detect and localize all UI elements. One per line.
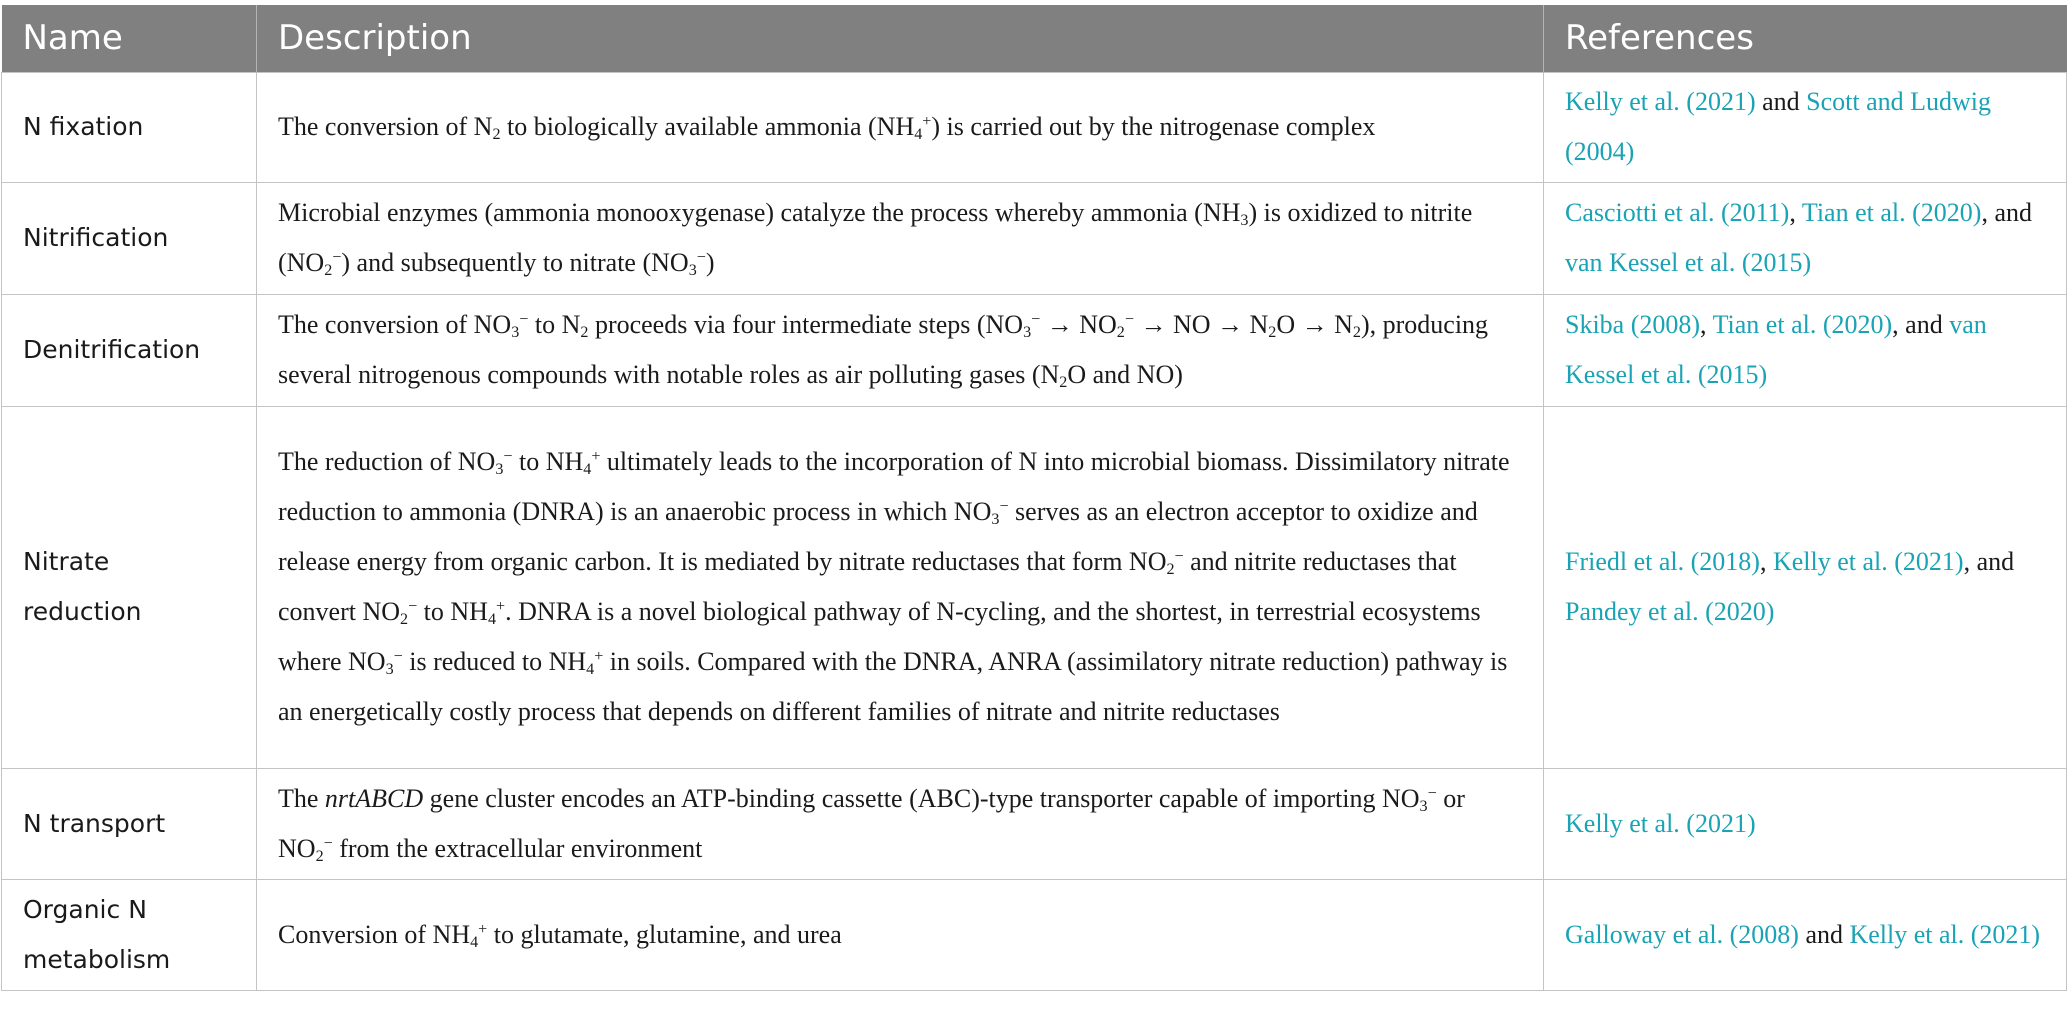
- subscript: 2: [1116, 324, 1125, 342]
- superscript: −: [393, 648, 403, 666]
- subscript: 2: [315, 847, 324, 865]
- row-references: Galloway et al. (2008) and Kelly et al. (2021): [1544, 879, 2067, 990]
- subscript: 4: [914, 126, 923, 144]
- subscript: 3: [1023, 324, 1032, 342]
- row-description: The conversion of $NO_3^-$ to $N_2$ proceeds via four intermediate steps ($NO_3^- \to NO_2^-$ → NO → $N_2O \to N_2$), producing several nitrogenous compounds with notable roles as air polluting gases ($N_2O$ and NO): [257, 294, 1544, 406]
- table-body: [2, 72, 2067, 990]
- superscript: +: [594, 648, 604, 666]
- reference-link[interactable]: Tian et al. (2020): [1801, 198, 1982, 227]
- superscript: +: [591, 448, 601, 466]
- superscript: −: [503, 448, 513, 466]
- row-description: The reduction of $NO_3^-$ to $NH_4^+$ ultimately leads to the incorporation of N into microbial biomass. Dissimilatory nitrate reduction to ammonia (DNRA) is an anaerobic process in which $NO_3^-$ serves as an electron acceptor to oxidize and release energy from organic carbon. It is mediated by nitrate reductases that form $NO_2^-$ and nitrite reductases that convert $NO_2^-$ to $NH_4^+$. DNRA is a novel biological pathway of N-cycling, and the shortest, in terrestrial ecosystems where $NO_3^-$ is reduced to $NH_4^+$ in soils. Compared with the DNRA, ANRA (assimilatory nitrate reduction) pathway is an energetically costly process that depends on different families of nitrate and nitrite reductases: [257, 406, 1544, 768]
- gene-name: nrtABCD: [324, 783, 424, 813]
- row-name: N fixation: [2, 72, 257, 182]
- row-description: Microbial enzymes (ammonia monooxygenase) catalyze the process whereby ammonia $(NH_3)$ is oxidized to nitrite $(NO_2^-)$ and subsequently to nitrate $(NO_3^-)$: [257, 182, 1544, 294]
- subscript: 3: [511, 324, 520, 342]
- nitrogen-processes-table: [1, 5, 2067, 991]
- reference-link[interactable]: Kelly et al. (2021): [1565, 87, 1756, 116]
- header-references: References: [1544, 5, 2067, 72]
- row-name: N transport: [2, 768, 257, 879]
- table-row: [2, 879, 2067, 990]
- row-description: Conversion of $NH_4^+$ to glutamate, glutamine, and urea: [257, 879, 1544, 990]
- row-description: The conversion of $N_2$ to biologically available ammonia $(NH_4^+)$ is carried out by the nitrogenase complex: [257, 72, 1544, 182]
- row-references: Skiba (2008), Tian et al. (2020), and van Kessel et al. (2015): [1544, 294, 2067, 406]
- reference-link[interactable]: Tian et al. (2020): [1712, 310, 1893, 339]
- reference-link[interactable]: Friedl et al. (2018): [1565, 547, 1760, 576]
- superscript: +: [496, 598, 506, 616]
- reference-link[interactable]: Kelly et al. (2021): [1772, 547, 1964, 576]
- table-row: [2, 768, 2067, 879]
- subscript: 2: [1268, 324, 1277, 342]
- row-references: Friedl et al. (2018), Kelly et al. (2021), and Pandey et al. (2020): [1544, 406, 2067, 768]
- superscript: −: [696, 249, 706, 267]
- reference-link[interactable]: van Kessel et al. (2015): [1565, 248, 1812, 277]
- subscript: 3: [385, 661, 394, 679]
- row-references: Kelly et al. (2021) and Scott and Ludwig (2004): [1544, 72, 2067, 182]
- superscript: −: [999, 498, 1009, 516]
- superscript: −: [1174, 548, 1184, 566]
- nitrogen-processes-table-wrapper: [1, 5, 2066, 991]
- superscript: −: [323, 834, 333, 852]
- superscript: +: [922, 113, 932, 131]
- superscript: −: [332, 249, 342, 267]
- subscript: 4: [586, 661, 595, 679]
- superscript: −: [408, 598, 418, 616]
- subscript: 2: [492, 126, 501, 144]
- subscript: 3: [495, 461, 504, 479]
- row-description: The nrtABCD gene cluster encodes an ATP-binding cassette (ABC)-type transporter capable of importing $NO_3^-$ or $NO_2^-$ from the extracellular environment: [257, 768, 1544, 879]
- subscript: 3: [1419, 797, 1428, 815]
- subscript: 4: [470, 933, 479, 951]
- subscript: 2: [1166, 561, 1175, 579]
- reference-link[interactable]: Kelly et al. (2021): [1849, 919, 2041, 949]
- subscript: 2: [1059, 374, 1068, 392]
- row-references: [1544, 768, 2067, 879]
- row-name: Nitrate reduction: [2, 406, 257, 768]
- subscript: 3: [991, 511, 1000, 529]
- subscript: 3: [688, 262, 697, 280]
- superscript: −: [1031, 311, 1041, 329]
- reference-link[interactable]: Pandey et al. (2020): [1565, 597, 1775, 626]
- reference-link[interactable]: Casciotti et al. (2011): [1565, 198, 1790, 227]
- row-name: Nitrification: [2, 182, 257, 294]
- row-references: Casciotti et al. (2011), Tian et al. (2020), and van Kessel et al. (2015): [1544, 182, 2067, 294]
- header-name: Name: [2, 5, 257, 72]
- reference-link[interactable]: van Kessel et al. (2015): [1565, 310, 1987, 389]
- table-row: [2, 182, 2067, 294]
- table-row: [2, 294, 2067, 406]
- superscript: +: [478, 920, 488, 938]
- subscript: 2: [1352, 324, 1361, 342]
- subscript: 2: [580, 324, 589, 342]
- subscript: 3: [1240, 212, 1249, 230]
- subscript: 4: [487, 611, 497, 629]
- row-name: Denitrification: [2, 294, 257, 406]
- header-description: Description: [257, 5, 1544, 72]
- subscript: 4: [583, 461, 592, 479]
- reference-link[interactable]: Scott and Ludwig (2004): [1565, 87, 1992, 166]
- superscript: −: [1427, 784, 1437, 802]
- header-row: [2, 5, 2067, 72]
- table-row: [2, 406, 2067, 768]
- superscript: −: [1124, 311, 1134, 329]
- reference-link[interactable]: Galloway et al. (2008): [1565, 919, 1799, 949]
- superscript: −: [519, 311, 529, 329]
- table-row: [2, 72, 2067, 182]
- table-header: [2, 5, 2067, 72]
- row-name: Organic N metabolism: [2, 879, 257, 990]
- subscript: 2: [324, 262, 333, 280]
- reference-link[interactable]: Kelly et al. (2021): [1565, 808, 1756, 838]
- subscript: 2: [400, 611, 409, 629]
- reference-link[interactable]: Skiba (2008): [1565, 310, 1701, 339]
